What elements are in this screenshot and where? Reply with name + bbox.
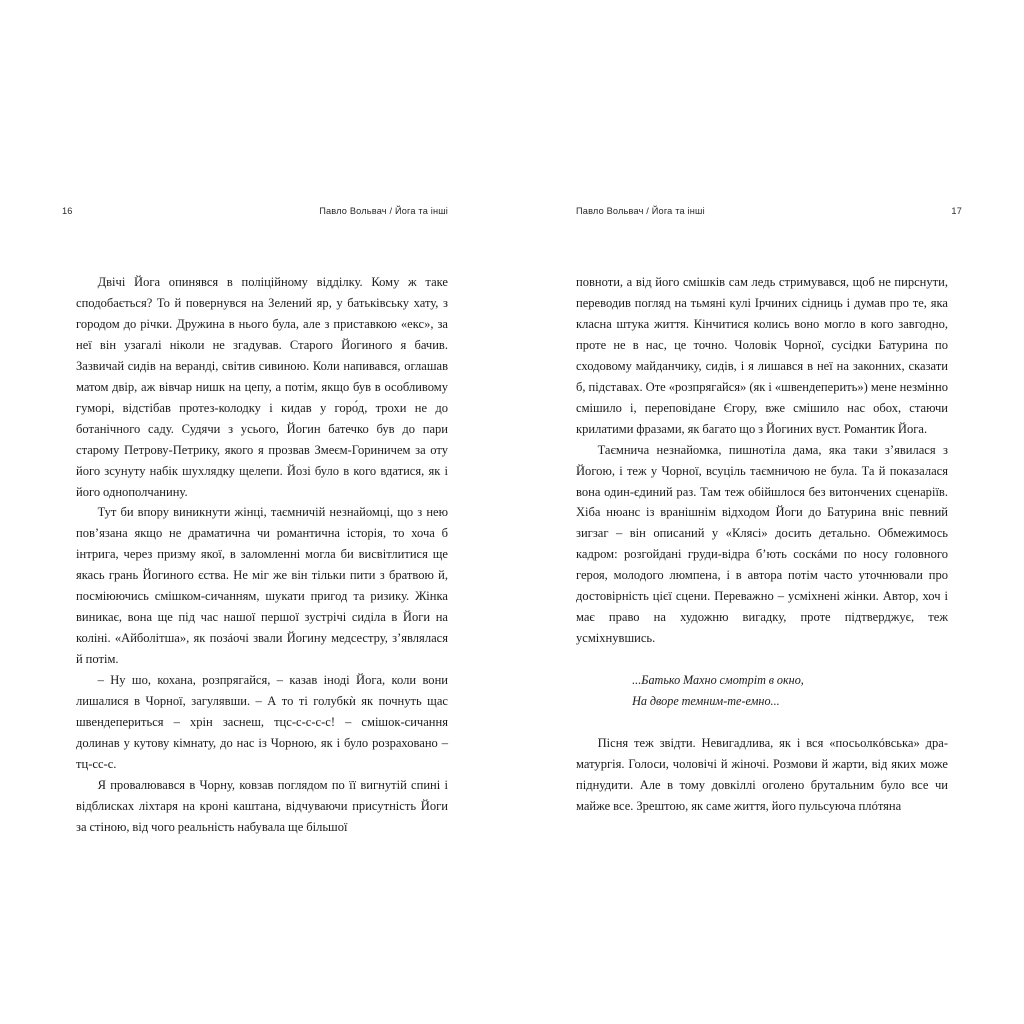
left-page-running-title: Павло Вольвач / Йога та інші: [319, 206, 448, 216]
right-page-text-block: [576, 272, 948, 817]
right-page: [512, 0, 1024, 1024]
right-page-running-head: [576, 206, 962, 220]
paragraph: Я провалювався в Чорну, ковзав поглядом по її вигнутій спині і відблисках ліхтаря на кроні каштана, відчуваючи присутність Йоги за стіною, від чого реальність набувала ще більшої: [76, 777, 448, 834]
paragraph: Тут би впору виникнути жінці, таємничій незнайомці, що з нею пов’язана якщо не драматична чи романтична історія, то хоча б інтрига, через призму якої, в заломленні могла би висвітлитися ще якась грань Йогиного єства. Не міг же він тільки пити з братвою й, посміюючись смішком-сичанням, шукати пригод та ризику. Жінка виникає, вона ще під час нашої першої зустрічі сиділа в Йоги на коліні. «Айболітша», як позáочі звали Йогину медсестру, з’являлася й потім.: [76, 505, 448, 667]
verse-line: На дворе темним-те-емно...: [632, 694, 780, 709]
paragraph: Таємнича незнайомка, пишнотіла дама, яка таки з’явилася з Йогою, і теж у Чорної, всуціль таємничою не була. Та й показалася вона один-єдиний раз. Там теж обійшлося без витончених сценаріїв. Хіба нюанс із вранішнім відходом Йоги до Батурина вніс певний зигзаг – він описаний у «Клясі» досить детально. Обмежимось кадром: розгойдані груди-відра б’ють соскáми по носу головного героя, молодого люмпена, і в автора потім часто уточнювали про достовірність цієї сцени. Переважно – усміхнені жінки. Автор, хоч і має право на художню вигадку, проте підтверджує, теж усміхнувшись.: [576, 442, 948, 646]
right-page-running-title: Павло Вольвач / Йога та інші: [576, 206, 705, 216]
right-page-folio: 17: [951, 206, 962, 216]
left-page-folio: 16: [62, 206, 73, 216]
paragraph: – Ну шо, кохана, розпрягайся, – казав іноді Йога, коли вони лишалися в Чорної, загулявши. – А то ті голубкѝ як почнуть щас швендепериться – хрін заснеш, тцс-с-с-с-с! – смішок-сичання долинав у кутову кімнату, до нас із Чорною, як і було розраховано – тц-сс-с.: [76, 673, 448, 771]
paragraph: Пісня теж звідти. Невигадлива, як і вся «посьолкóвська» драматургія. Голоси, чоловічі й жіночі. Розмови й жарти, від яких може піднудити. Але в тому довкіллі оголено брутальним було все чи майже все. Зрештою, як саме життя, його пульсуюча плóтяна: [576, 735, 948, 813]
paragraph: Двічі Йога опинявся в поліційному відділку. Кому ж таке сподобається? То й повернувся на Зелений яр, у батьківську хату, з городом до річки. Дружина в нього була, але з приставкою «екс», за неї він узагалі ніколи не згадував. Старого Йогиного я бачив. Зазвичай сидів на веранді, світив сивиною. Коли напивався, оглашав матом двір, аж вівчар нишк на цепу, а потім, якщо був в особливому гуморі, відстібав протез-колодку і кидав у горо́д, трохи не до ботанічного саду. Судячи з усього, Йогин батечко був до пари старому Петрову-Петрику, якого я прозвав Змеєм-Гориничем за оту його зсунуту набік шухлядку щелепи. Йозі було в кого вдатися, як і його однополчанину.: [76, 275, 448, 499]
verse-epigraph: [576, 670, 948, 712]
left-page-running-head: [62, 206, 448, 220]
paragraph-continued: повноти, а від його смішків сам ледь стримувався, щоб не пирснути, переводив погляд на тьмяні кулі Ірчиних сідниць і думав про те, яка класна штука життя. Кінчитися колись воно могло в кого завгодно, проте не в нас, це точно. Чоловік Чорної, сусідки Батурина по сходовому майданчику, сидів, і я лишався в неї на законних, сказати б, підставах. Оте «розпрягайся» (як і «швендеперить») мене незмінно смішило і, переповідане Єгору, вже смішило нас обох, стаючи крилатими фразами, як багато що з Йогиних вуст. Романтик Йога.: [576, 275, 948, 436]
left-page-text-block: [76, 272, 448, 838]
verse-line: ...Батько Махно смотріт в окно,: [632, 673, 804, 688]
